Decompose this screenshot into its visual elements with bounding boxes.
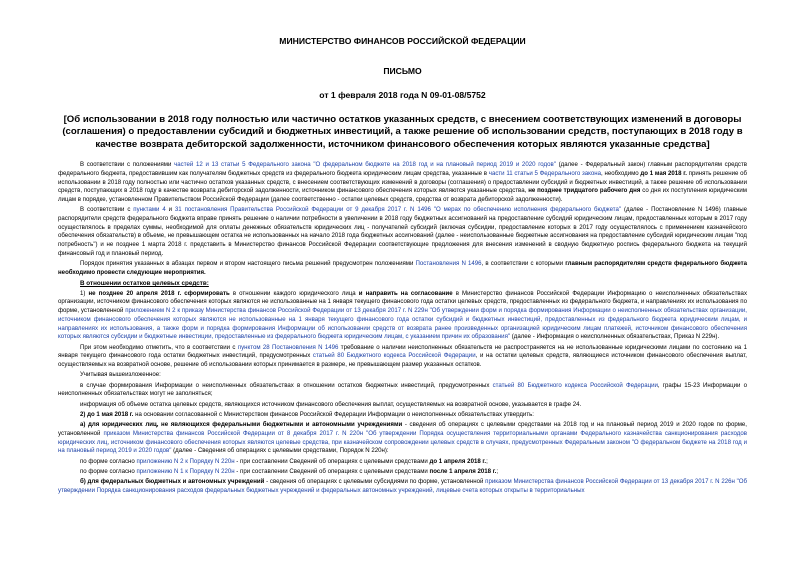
ministry-heading: МИНИСТЕРСТВО ФИНАНСОВ РОССИЙСКОЙ ФЕДЕРАЦИИ: [279, 36, 526, 46]
text: (далее - Федеральный закон) главным распорядителям средств федерального бюджета, предоставившим как получателям бюджетных средств из федерального бюджета юридическим лицам средства, указанные в: [58, 161, 747, 177]
text: Порядок принятия указанных в абзацах первом и втором настоящего письма решений предусмотрен положениями: [80, 260, 416, 268]
text: и: [165, 206, 175, 214]
text: - при составлении Сведений об операциях с целевыми средствами: [234, 457, 430, 465]
link-order-229n-appendix2[interactable]: приложением N 2 к приказу Министерства финансов Российской Федерации от 13 декабря 2017 г. N 229н "Об утверждении форм и порядка формирования Информации о неисполненных обязательствах организации, источником финансового обеспечения которых являются не использованные на 1 января текущего финансового года остатки субсидий и бюджетных инвестиций, предоставленных из федерального бюджета юридическим лицам, и направлениях их использования, а также форм и порядка формирования Информации об использовании средств от возврата ранее произведенных организацией юридическим лицам платежей, источником финансового обеспечения которых являются субсидии и бюджетные инвестиции, предоставленные из федерального бюджета юридическим лицам, с указанием причин их образования": [58, 307, 748, 341]
link-point-28[interactable]: пунктом 28 Постановления N 1496: [237, 343, 339, 351]
text: (далее - Сведения об операциях с целевыми средствами, Порядок N 220н):: [171, 447, 389, 455]
link-resolution-1496-short[interactable]: Постановления N 1496: [415, 260, 482, 268]
text: В соответствии с положениями: [80, 161, 175, 169]
text: - при составлении Сведений об операциях с целевыми средствами: [234, 467, 430, 475]
text: на основании согласованной с Министерством финансов Российской Федерации Информации о неисполненных обязательствах утвердить:: [133, 410, 534, 418]
bold-text: б) для федеральных бюджетных и автономных учреждений: [80, 478, 265, 486]
text: со дня их поступления юридическим лицам в порядке, установленном Правительством Российской Федерации (далее соответственно - остатки целевых средств, средства от возврата дебиторской задолженности).: [58, 187, 748, 204]
document-title: [Об использовании в 2018 году полностью или частично остатков указанных средств, с внесением соответствующих изменений в договоры (соглашения) о предоставлении субсидий и бюджетных инвестиций, а также решение об использовании средств, поступающих в 2018 году в качестве возврата дебиторской задолженности, источником финансового обеспечения которых являются указанные средства]: [62, 114, 743, 150]
bold-deadline: 2) до 1 мая 2018 г.: [80, 410, 134, 418]
text: ;: [496, 467, 499, 475]
paragraph-8: [58, 401, 747, 410]
link-budget-code-art80[interactable]: статьей 80 Бюджетного кодекса Российской Федерации: [312, 352, 476, 360]
paragraph-11: [58, 458, 747, 467]
paragraph-3: [58, 260, 747, 277]
text: Учитывая вышеизложенное:: [80, 371, 161, 379]
text: - сведения об операциях с целевыми субсидиями по форме, установленной: [264, 478, 486, 486]
bold-deadline: до 1 апреля 2018 г.: [429, 457, 487, 465]
text: в случае формирования Информации о неисполненных обязательствах в отношении остатков бюджетных инвестиций, предусмотренных: [80, 381, 493, 389]
text: , в соответствии с которыми: [481, 260, 566, 268]
section-heading-residuals: [58, 279, 747, 288]
text: по форме согласно: [80, 457, 137, 465]
link-points-4[interactable]: пунктами 4: [133, 206, 166, 214]
paragraph-9: [58, 411, 747, 420]
paragraph-12: [58, 468, 747, 477]
text: , графы 15-23 Информации о неисполненных обязательствах могут не заполняться;: [58, 381, 748, 398]
paragraph-1: [58, 161, 747, 205]
link-federal-law-part11[interactable]: части 11 статьи 5 Федерального закона: [488, 169, 602, 177]
bold-text: главным распорядителям средств федерального бюджета необходимо провести следующие мероприятия.: [58, 260, 748, 276]
document-date-number: от 1 февраля 2018 года N 09-01-08/5752: [319, 90, 486, 100]
paragraph-5: [58, 344, 747, 370]
text: - сведения об операциях с целевыми средствами на 2018 год и на плановый период 2019 и 2020 годов по форме, установленной: [58, 421, 747, 437]
paragraph-2: [58, 206, 747, 258]
text: , необходимо: [601, 169, 641, 177]
link-procedure-220n-appendix2[interactable]: приложению N 2 к Порядку N 220н: [136, 457, 235, 465]
text: в Министерство финансов Российской Федерации Информацию о неисполненных обязательствах организации, источником финансового обеспечения которых являются не использованные на 1 января текущего финансового года остатки целевых средств, предоставленных из федерального бюджета, и направлениях их использования по форме, установленной: [58, 289, 747, 315]
document-type: ПИСЬМО: [383, 66, 422, 76]
text: по форме согласно: [80, 467, 137, 475]
bold-text: и направить на согласование: [358, 289, 453, 297]
text: (далее - Информация о неисполненных обязательствах, Приказ N 229н).: [510, 333, 720, 341]
bold-text: а) для юридических лиц, не являющихся федеральными бюджетными и автономными учреждениями: [80, 421, 403, 429]
text: требование о наличии неисполненных обязательств не распространяется на не использованные юридическими лицами по состоянию на 1 января текущего финансового года остатки бюджетных инвестиций, предусмотренных: [58, 343, 747, 360]
paragraph-4: [58, 290, 747, 342]
section-heading-text: В отношении остатков целевых средств:: [80, 280, 209, 288]
link-procedure-220n-appendix1[interactable]: приложению N 1 к Порядку N 220н: [136, 467, 235, 475]
link-order-226n[interactable]: приказом Министерства финансов Российской Федерации от 13 декабря 2017 г. N 226н "Об утверждении Порядка санкционирования расходов федеральных бюджетных учреждений и федеральных автономных учреждений, лицевые счета которых открыты в территориальных: [58, 478, 748, 494]
text: , и на остатки целевых средств, являющиеся источником финансового обеспечения выплат, осуществляемых на возвратной основе, решение об использовании которых принимается в размере, не превышающем размер указанных остатков.: [58, 352, 747, 368]
link-resolution-1496[interactable]: 31 постановления Правительства Российской Федерации от 9 декабря 2017 г. N 1496 "О мерах по обеспечению исполнения федерального бюджета": [174, 206, 622, 214]
text: При этом необходимо отметить, что в соответствии с: [80, 343, 238, 351]
paragraph-13: [58, 478, 747, 495]
paragraph-7: [58, 382, 747, 399]
document-body: [58, 161, 747, 495]
bold-deadline: не позднее 20 апреля 2018 г. сформировать: [88, 289, 230, 297]
bold-deadline: после 1 апреля 2018 г.: [429, 467, 497, 475]
text: В соответствии с: [80, 206, 134, 214]
text: информация об объеме остатка целевых средств, являющихся источником финансового обеспечения выплат, осуществляемых на возвратной основе, указывается в графе 24.: [80, 400, 582, 408]
bold-deadline: до 1 мая 2018 г.: [640, 169, 687, 177]
text: (далее - Постановление N 1496) главные распорядители средств федерального бюджета вправе принять решение о наличии потребности в увеличении в 2018 году бюджетных ассигнований на предоставление субсидий юридическим лицам, предоставленных которым в 2017 году осуществлялось в пределах суммы, необходимой для оплаты денежных обязательств юридических лиц - получателей субсидий (включая субсидии, предоставление которых в 2017 году осуществлялось с применением казначейского обеспечения обязательств) в объеме, не превышающем остатка не использованных на начало 2018 года бюджетных ассигнований (далее - неиспользованные бюджетные ассигнования на предоставление субсидий юридическим лицам "под потребность") и не позднее 1 марта 2018 г. представить в Министерство финансов Российской Федерации соответствующие предложения для внесения изменений в сводную бюджетную роспись федерального бюджета на текущий финансовый год и плановый период.: [58, 206, 748, 257]
text: ;: [486, 457, 488, 465]
paragraph-10: [58, 421, 747, 456]
paragraph-6: [58, 371, 747, 380]
text: принять решение об использовании в 2018 году полностью или частично остатков указанных средств, с внесением соответствующих изменений в договоры (соглашения) о предоставлении субсидий и бюджетных инвестиций, а также решение об использовании средств, поступающих в 2018 году в качестве возврата дебиторской задолженности, источником финансового обеспечения которых являются указанные средства,: [58, 169, 747, 195]
link-order-220n[interactable]: приказом Министерства финансов Российской Федерации от 8 декабря 2017 г. N 220н "Об утверждении Порядка осуществления территориальными органами Федерального казначейства санкционирования расходов юридических лиц, источником финансового обеспечения которых являются целевые средства, при казначейском сопровождении целевых средств в случаях, предусмотренных Федеральным законом "О федеральном бюджете на 2018 год и на плановый период 2019 и 2020 годов": [58, 429, 747, 455]
link-federal-law-art5[interactable]: частей 12 и 13 статьи 5 Федерального закона "О федеральном бюджете на 2018 год и на плановый период 2019 и 2020 годов": [174, 161, 556, 169]
bold-deadline: не позднее тридцатого рабочего дня: [528, 187, 641, 195]
text: в отношении каждого юридического лица: [229, 289, 359, 297]
text: 1): [80, 289, 89, 297]
link-budget-code-art80[interactable]: статьей 80 Бюджетного кодекса Российской Федерации: [492, 381, 658, 389]
